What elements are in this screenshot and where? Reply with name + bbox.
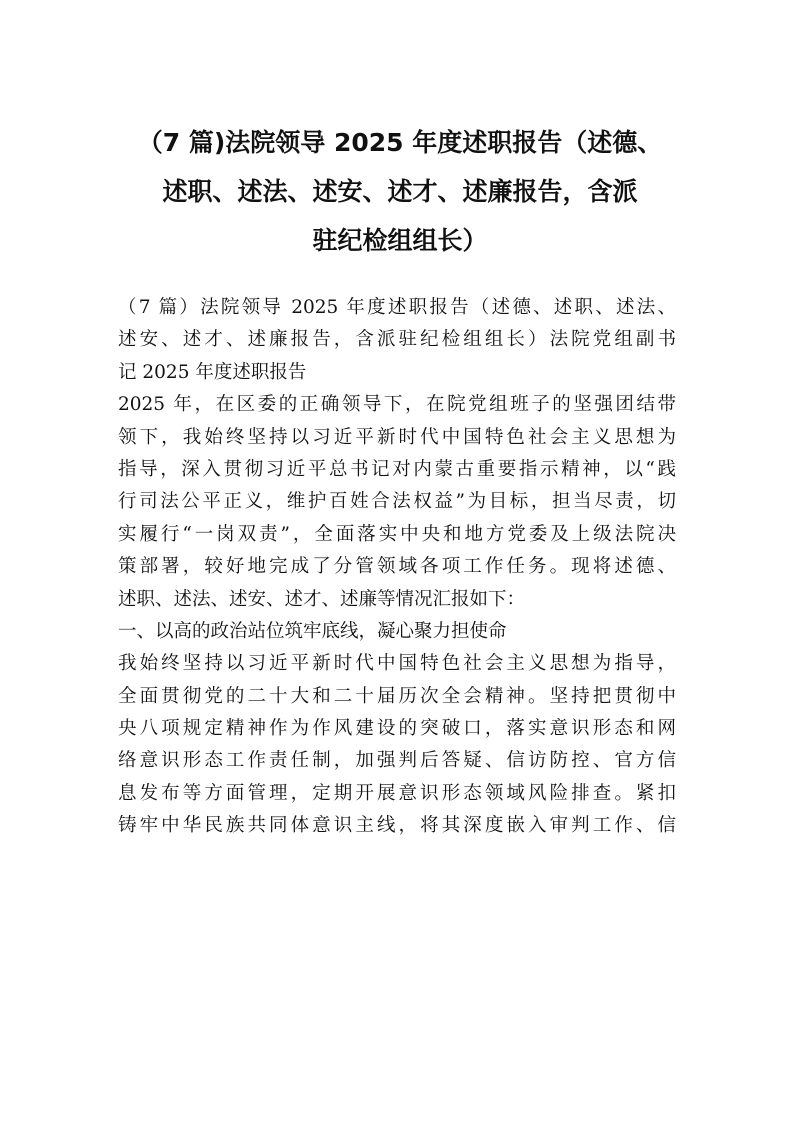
text-line: 全面贯彻党的二十大和二十届历次全会精神。坚持把贯彻中	[118, 685, 676, 707]
text-line: 策部署，较好地完成了分管领域各项工作任务。现将述德、	[118, 556, 676, 578]
text-line: 央八项规定精神作为作风建设的突破口，落实意识形态和网	[118, 718, 676, 740]
title-line: 驻纪检组组长）	[312, 226, 488, 255]
text-line: 述安、述才、述廉报告，含派驻纪检组组长）法院党组副书	[118, 329, 676, 351]
text-line: 我始终坚持以习近平新时代中国特色社会主义思想为指导，	[118, 653, 676, 675]
paragraph-subtitle	[118, 292, 676, 389]
text-line: 行司法公平正义，维护百姓合法权益”为目标，担当尽责，切	[118, 491, 676, 513]
text-line: 一、以高的政治站位筑牢底线，凝心聚力担使命	[118, 620, 507, 642]
text-line: 2025 年，在区委的正确领导下，在院党组班子的坚强团结带	[118, 394, 676, 416]
section-heading	[118, 616, 676, 648]
document-body	[118, 292, 676, 843]
paragraph-intro	[118, 389, 676, 616]
paragraph-section-1	[118, 648, 676, 842]
text-line: （7 篇）法院领导 2025 年度述职报告（述德、述职、述法、	[118, 297, 676, 318]
text-line: 述职、述法、述安、述才、述廉等情况汇报如下：	[118, 588, 526, 610]
text-line: 领下，我始终坚持以习近平新时代中国特色社会主义思想为	[118, 426, 676, 448]
text-line: 息发布等方面管理，定期开展意识形态领域风险排查。紧扣	[118, 782, 676, 804]
title-line: （7 篇)法院领导 2025 年度述职报告（述德、	[137, 128, 663, 157]
text-line: 铸牢中华民族共同体意识主线，将其深度嵌入审判工作、信	[118, 815, 676, 837]
text-line: 指导，深入贯彻习近平总书记对内蒙古重要指示精神，以“践	[118, 458, 676, 480]
text-line: 实履行“一岗双责”，全面落实中央和地方党委及上级法院决	[118, 523, 676, 545]
title-line: 述职、述法、述安、述才、述廉报告，含派	[162, 177, 638, 206]
text-line: 记 2025 年度述职报告	[118, 361, 307, 383]
text-line: 络意识形态工作责任制，加强判后答疑、信访防控、官方信	[118, 750, 676, 772]
document-title	[110, 118, 690, 265]
